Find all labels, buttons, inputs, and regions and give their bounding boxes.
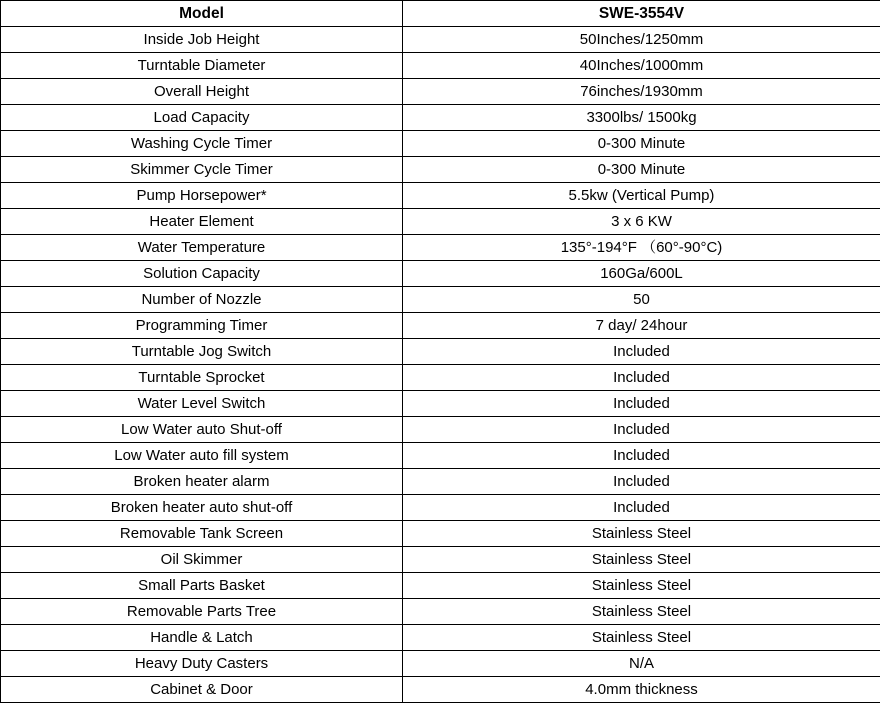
table-row [1,469,880,495]
feature-cell: Number of Nozzle [1,287,403,313]
value-cell: Included [403,365,880,391]
header-feature: Model [1,1,403,27]
table-row [1,521,880,547]
spec-table-body [1,27,880,703]
feature-cell: Pump Horsepower* [1,183,403,209]
table-row [1,287,880,313]
feature-cell: Inside Job Height [1,27,403,53]
feature-cell: Load Capacity [1,105,403,131]
value-cell: 40Inches/1000mm [403,53,880,79]
value-cell: 0-300 Minute [403,157,880,183]
table-row [1,443,880,469]
table-row [1,677,880,703]
table-row [1,53,880,79]
value-cell: 76inches/1930mm [403,79,880,105]
table-row [1,131,880,157]
table-row [1,339,880,365]
value-cell: N/A [403,651,880,677]
feature-cell: Turntable Sprocket [1,365,403,391]
table-row [1,157,880,183]
value-cell: 3 x 6 KW [403,209,880,235]
value-cell: Included [403,417,880,443]
value-cell: 50Inches/1250mm [403,27,880,53]
value-cell: Stainless Steel [403,547,880,573]
feature-cell: Low Water auto Shut-off [1,417,403,443]
table-row [1,183,880,209]
value-cell: Included [403,469,880,495]
value-cell: Stainless Steel [403,573,880,599]
feature-cell: Small Parts Basket [1,573,403,599]
header-model: SWE-3554V [403,1,880,27]
value-cell: 4.0mm thickness [403,677,880,703]
header-row [1,1,880,27]
value-cell: 160Ga/600L [403,261,880,287]
feature-cell: Oil Skimmer [1,547,403,573]
feature-cell: Water Level Switch [1,391,403,417]
table-row [1,391,880,417]
value-cell: Included [403,339,880,365]
table-row [1,209,880,235]
feature-cell: Turntable Jog Switch [1,339,403,365]
table-row [1,651,880,677]
feature-cell: Overall Height [1,79,403,105]
feature-cell: Washing Cycle Timer [1,131,403,157]
value-cell: 50 [403,287,880,313]
table-row [1,261,880,287]
feature-cell: Low Water auto fill system [1,443,403,469]
feature-cell: Broken heater alarm [1,469,403,495]
value-cell: Included [403,495,880,521]
value-cell: 7 day/ 24hour [403,313,880,339]
value-cell: Included [403,391,880,417]
table-row [1,573,880,599]
table-row [1,365,880,391]
table-row [1,599,880,625]
feature-cell: Removable Tank Screen [1,521,403,547]
table-row [1,105,880,131]
feature-cell: Water Temperature [1,235,403,261]
feature-cell: Solution Capacity [1,261,403,287]
feature-cell: Removable Parts Tree [1,599,403,625]
feature-cell: Heater Element [1,209,403,235]
table-row [1,625,880,651]
spec-table-head [1,1,880,27]
value-cell: 5.5kw (Vertical Pump) [403,183,880,209]
value-cell: Stainless Steel [403,599,880,625]
table-row [1,79,880,105]
feature-cell: Skimmer Cycle Timer [1,157,403,183]
table-row [1,547,880,573]
value-cell: Stainless Steel [403,521,880,547]
feature-cell: Cabinet & Door [1,677,403,703]
table-row [1,235,880,261]
value-cell: Stainless Steel [403,625,880,651]
feature-cell: Programming Timer [1,313,403,339]
value-cell: Included [403,443,880,469]
table-row [1,313,880,339]
feature-cell: Turntable Diameter [1,53,403,79]
feature-cell: Broken heater auto shut-off [1,495,403,521]
feature-cell: Handle & Latch [1,625,403,651]
table-row [1,495,880,521]
value-cell: 135°-194°F （60°-90°C) [403,235,880,261]
value-cell: 3300lbs/ 1500kg [403,105,880,131]
feature-cell: Heavy Duty Casters [1,651,403,677]
table-row [1,27,880,53]
value-cell: 0-300 Minute [403,131,880,157]
table-row [1,417,880,443]
